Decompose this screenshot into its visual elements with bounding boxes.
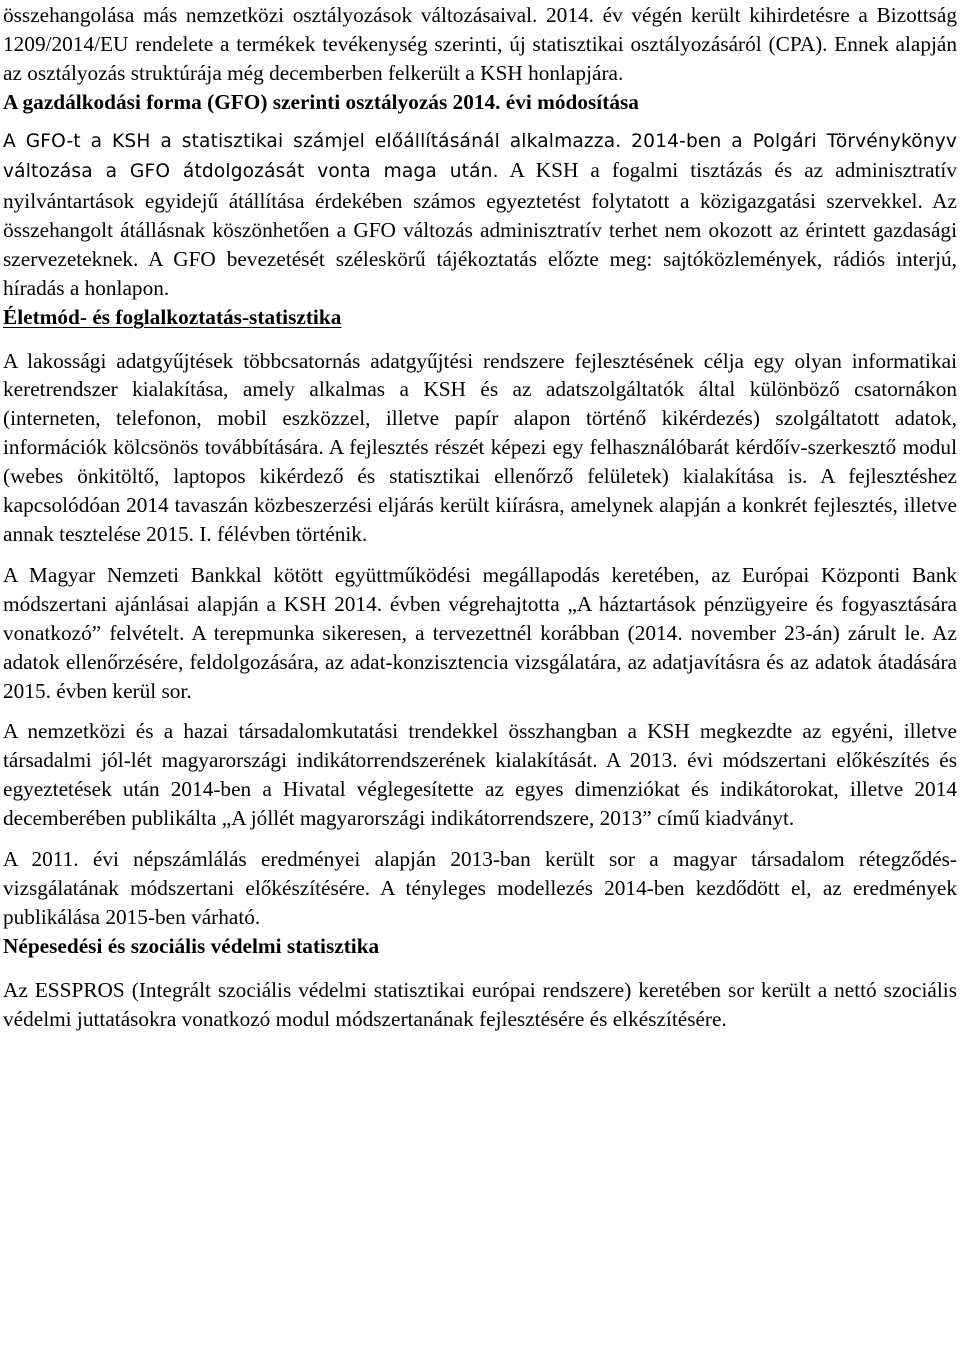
paragraph-eletmod-3: A nemzetközi és a hazai társadalomkutatási trendekkel összhangban a KSH megkezdte az egyéni, illetve társadalmi jól-lét magyarországi indikátorrendszerének kialakítását. A 2013. évi módszertani előkészítés és egyeztetések után 2014-ben a Hivatal véglegesítette az egyes dimenziókat és indikátorokat, illetve 2014 decemberében publikálta „A jóllét magyarországi indikátorrendszere, 2013” című kiadványt. — [3, 719, 957, 831]
subheading-gfo: A gazdálkodási forma (GFO) szerinti osztályozás 2014. évi módosítása — [3, 89, 639, 114]
paragraph-gfo-serif: A KSH a fogalmi tisztázás és az adminisztratív nyilvántartások egyidejű átállítása érdekében számos egyeztetést folytatott a közigazgatási szervekkel. Az összehangolt átállásnak köszönhetően a GFO változás adminisztratív terhet nem okozott az érintett gazdasági szervezeteknek. A GFO bevezetését széleskörű tájékoztatás előzte meg: sajtóközlemények, rádiós interjú, híradás a honlapon. — [3, 158, 957, 300]
paragraph-eletmod-1: A lakossági adatgyűjtések többcsatornás adatgyűjtési rendszere fejlesztésének célja egy olyan informatikai keretrendszer kialakítása, amely alkalmas a KSH és az adatszolgáltatók által különböző csatornákon (interneten, telefonon, mobil eszközzel, illetve papír alapon történő kikérdezés) szolgáltatott adatok, információk kölcsönös továbbítására. A fejlesztés részét képezi egy felhasználóbarát kérdőív-szerkesztő modul (webes önkitöltő, laptopos kikérdező és statisztikai ellenőrző felületek) kialakítása is. A fejlesztéshez kapcsolódóan 2014 tavaszán közbeszerzési eljárás került kiírásra, amelynek alapján a konkrét fejlesztés, illetve annak tesztelése 2015. I. félévben történik. — [3, 348, 957, 546]
section-heading-eletmod-text: Életmód- és foglalkoztatás-statisztika — [3, 304, 342, 329]
paragraph-nepesedes-1: Az ESSPROS (Integrált szociális védelmi statisztikai európai rendszere) keretében sor került a nettó szociális védelmi juttatásokra vonatkozó modul módszertanának fejlesztésére és elkészítésére. — [3, 977, 957, 1031]
paragraph-gfo-sans: A GFO-t a KSH a statisztikai számjel előállításánál alkalmazza. 2014-ben a Polgári Törvénykönyv változása a GFO átdolgozását vonta maga után. — [3, 130, 957, 183]
section-heading-nepesedes: Népesedési és szociális védelmi statisztika — [3, 933, 380, 958]
paragraph-eletmod-2: A Magyar Nemzeti Bankkal kötött együttműködési megállapodás keretében, az Európai Központi Bank módszertani ajánlásai alapján a KSH 2014. évben végrehajtotta „A háztartások pénzügyeire és fogyasztására vonatkozó” felvételt. A terepmunka sikeresen, a tervezettnél korábban (2014. november 23-án) zárult le. Az adatok ellenőrzésére, feldolgozására, az adat-konzisztencia vizsgálatára, az adatjavításra és az adatok átadására 2015. évben kerül sor. — [3, 562, 957, 703]
paragraph-intro: összehangolása más nemzetközi osztályozások változásaival. 2014. év végén került kihirdetésre a Bizottság 1209/2014/EU rendelete a termékek tevékenység szerinti, új statisztikai osztályozásáról (CPA). Ennek alapján az osztályozás struktúrája még decemberben felkerült a KSH honlapjára. — [3, 3, 957, 85]
paragraph-gfo — [3, 126, 957, 303]
section-heading-eletmod — [3, 303, 957, 332]
paragraph-eletmod-4: A 2011. évi népszámlálás eredményei alapján 2013-ban került sor a magyar társadalom rétegződés-vizsgálatának módszertani előkészítésére. A tényleges modellezés 2014-ben kezdődött el, az eredmények publikálása 2015-ben várható. — [3, 847, 957, 929]
